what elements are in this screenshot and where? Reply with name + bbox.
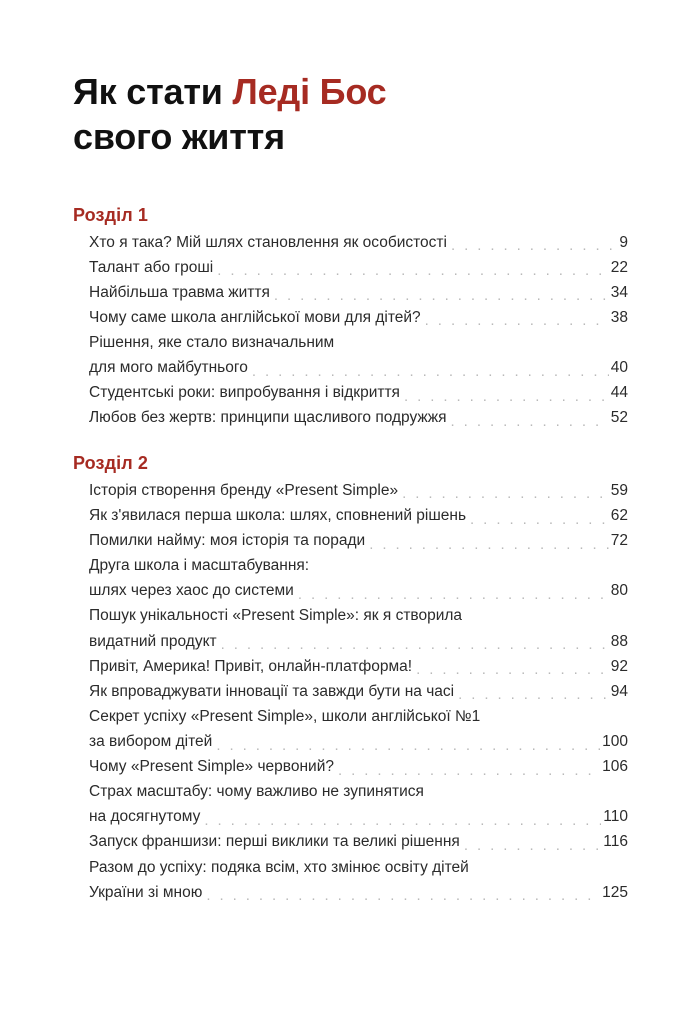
toc-entry-row xyxy=(89,255,628,280)
toc-entry-row xyxy=(89,629,628,654)
toc-entry[interactable] xyxy=(0,654,699,679)
toc-dot-leader xyxy=(216,738,600,755)
toc-entry-title-line: Історія створення бренду «Present Simple» xyxy=(89,481,399,499)
toc-entry-title-line: Любов без жертв: принципи щасливого подружжя xyxy=(89,409,447,427)
toc-entry-row xyxy=(89,578,628,603)
toc-entry-page-number: 44 xyxy=(610,384,628,402)
toc-entry-page-number: 62 xyxy=(610,506,628,524)
toc-entry[interactable] xyxy=(0,330,699,380)
toc-dot-leader xyxy=(217,263,609,280)
toc-entry-page-number: 92 xyxy=(610,657,628,675)
toc-entry-title-line: шлях через хаос до системи xyxy=(89,582,294,600)
toc-entry-row xyxy=(89,305,628,330)
toc-entry-page-number: 125 xyxy=(602,883,628,901)
toc-entry-list xyxy=(0,478,699,905)
toc-dot-leader xyxy=(451,238,617,255)
toc-entry-row xyxy=(89,804,628,829)
toc-entry[interactable] xyxy=(0,405,699,430)
toc-entry-title-line: України зі мною xyxy=(89,883,203,901)
toc-entry-title-line: Чому саме школа англійської мови для дітей? xyxy=(89,308,421,326)
toc-entry[interactable] xyxy=(0,855,699,905)
toc-entry-page-number: 40 xyxy=(610,359,628,377)
toc-entry-page-number: 100 xyxy=(602,732,628,750)
toc-entry-page-number: 52 xyxy=(610,409,628,427)
toc-dot-leader xyxy=(221,637,609,654)
toc-entry[interactable] xyxy=(0,230,699,255)
toc-entry-title-line: Хто я така? Мій шлях становлення як особистості xyxy=(89,233,447,251)
toc-entry-title-line: Страх масштабу: чому важливо не зупинятися xyxy=(89,783,424,801)
toc-section-heading: Розділ 2 xyxy=(73,453,148,474)
toc-entry-title-line: Помилки найму: моя історія та поради xyxy=(89,532,366,550)
toc-entry-title-line: Талант або гроші xyxy=(89,258,214,276)
toc-dot-leader xyxy=(451,414,609,431)
toc-entry-page-number: 72 xyxy=(610,532,628,550)
toc-entry-page-number: 38 xyxy=(610,308,628,326)
toc-entry-page-number: 34 xyxy=(610,283,628,301)
toc-entry[interactable] xyxy=(0,380,699,405)
toc-entry-title-line: Привіт, Америка! Привіт, онлайн-платформа! xyxy=(89,657,413,675)
toc-entry[interactable] xyxy=(0,503,699,528)
toc-entry[interactable] xyxy=(0,255,699,280)
toc-entry-title-line: видатний продукт xyxy=(89,632,217,650)
toc-entry-title-line: Секрет успіху «Present Simple», школи англійської №1 xyxy=(89,707,481,725)
toc-entry-title-line: Запуск франшизи: перші виклики та великі рішення xyxy=(89,833,460,851)
toc-entry[interactable] xyxy=(0,280,699,305)
toc-dot-leader xyxy=(274,288,609,305)
toc-entry-title-line: Як впроваджувати інновації та завжди бути на часі xyxy=(89,682,455,700)
book-title-accent-part: Леді Бос xyxy=(232,71,387,112)
toc-entry-page-number: 9 xyxy=(619,233,628,251)
toc-entry[interactable] xyxy=(0,553,699,603)
toc-entry[interactable] xyxy=(0,829,699,854)
table-of-contents xyxy=(0,204,699,905)
toc-dot-leader xyxy=(470,512,609,529)
toc-dot-leader xyxy=(206,888,600,905)
toc-section-heading: Розділ 1 xyxy=(73,205,148,225)
toc-entry-page-number: 22 xyxy=(610,258,628,276)
toc-entry[interactable] xyxy=(0,305,699,330)
toc-entry-row xyxy=(89,405,628,430)
toc-section xyxy=(0,204,699,430)
toc-dot-leader xyxy=(404,389,609,406)
toc-entry[interactable] xyxy=(0,754,699,779)
toc-entry[interactable] xyxy=(0,779,699,829)
book-title-plain-part: Як стати xyxy=(73,71,233,112)
toc-dot-leader xyxy=(369,537,609,554)
toc-entry[interactable] xyxy=(0,478,699,503)
toc-entry-row xyxy=(89,729,628,754)
toc-entry-title-line: Разом до успіху: подяка всім, хто змінює освіту дітей xyxy=(89,858,469,876)
toc-dot-leader xyxy=(425,313,609,330)
toc-entry-page-number: 110 xyxy=(603,808,628,826)
toc-entry-page-number: 80 xyxy=(610,582,628,600)
book-title-line-1 xyxy=(73,69,633,114)
toc-entry-row xyxy=(89,528,628,553)
toc-dot-leader xyxy=(338,763,600,780)
toc-entry-page-number: 59 xyxy=(610,481,628,499)
toc-entry[interactable] xyxy=(0,679,699,704)
toc-entry-page-number: 106 xyxy=(602,758,628,776)
toc-entry-page-number: 116 xyxy=(603,833,628,851)
toc-section xyxy=(0,452,699,904)
toc-entry-row xyxy=(89,280,628,305)
toc-entry-row xyxy=(89,230,628,255)
toc-entry-title-line: Рішення, яке стало визначальним xyxy=(89,333,335,351)
toc-entry-title-line: Друга школа і масштабування: xyxy=(89,557,310,575)
toc-entry-row xyxy=(89,654,628,679)
toc-dot-leader xyxy=(464,838,601,855)
toc-entry-row xyxy=(89,754,628,779)
toc-entry[interactable] xyxy=(0,528,699,553)
toc-entry-row xyxy=(89,380,628,405)
toc-entry-row xyxy=(89,355,628,380)
toc-entry-row xyxy=(89,503,628,528)
toc-entry-page-number: 94 xyxy=(610,682,628,700)
toc-entry-title-line: Чому «Present Simple» червоний? xyxy=(89,758,334,776)
toc-entry-title-line: Найбільша травма життя xyxy=(89,283,270,301)
toc-entry-row xyxy=(89,829,628,854)
toc-entry-row xyxy=(89,478,628,503)
toc-dot-leader xyxy=(458,687,609,704)
toc-entry[interactable] xyxy=(0,603,699,653)
book-title xyxy=(73,69,633,160)
toc-entry-title-line: за вибором дітей xyxy=(89,732,213,750)
book-title-line-2: свого життя xyxy=(73,116,285,158)
toc-entry-title-line: на досягнутому xyxy=(89,808,201,826)
toc-dot-leader xyxy=(402,486,609,503)
toc-dot-leader xyxy=(416,662,609,679)
toc-dot-leader xyxy=(204,813,601,830)
toc-entry-list xyxy=(0,230,699,431)
toc-entry-title-line: Студентські роки: випробування і відкриття xyxy=(89,384,400,402)
toc-entry[interactable] xyxy=(0,704,699,754)
toc-entry-page-number: 88 xyxy=(610,632,628,650)
toc-entry-title-line: для мого майбутнього xyxy=(89,359,248,377)
toc-entry-row xyxy=(89,679,628,704)
toc-entry-row xyxy=(89,880,628,905)
toc-dot-leader xyxy=(252,364,609,381)
toc-entry-title-line: Як з'явилася перша школа: шлях, сповнений рішень xyxy=(89,506,467,524)
toc-dot-leader xyxy=(298,587,609,604)
toc-entry-title-line: Пошук унікальності «Present Simple»: як я створила xyxy=(89,607,463,625)
